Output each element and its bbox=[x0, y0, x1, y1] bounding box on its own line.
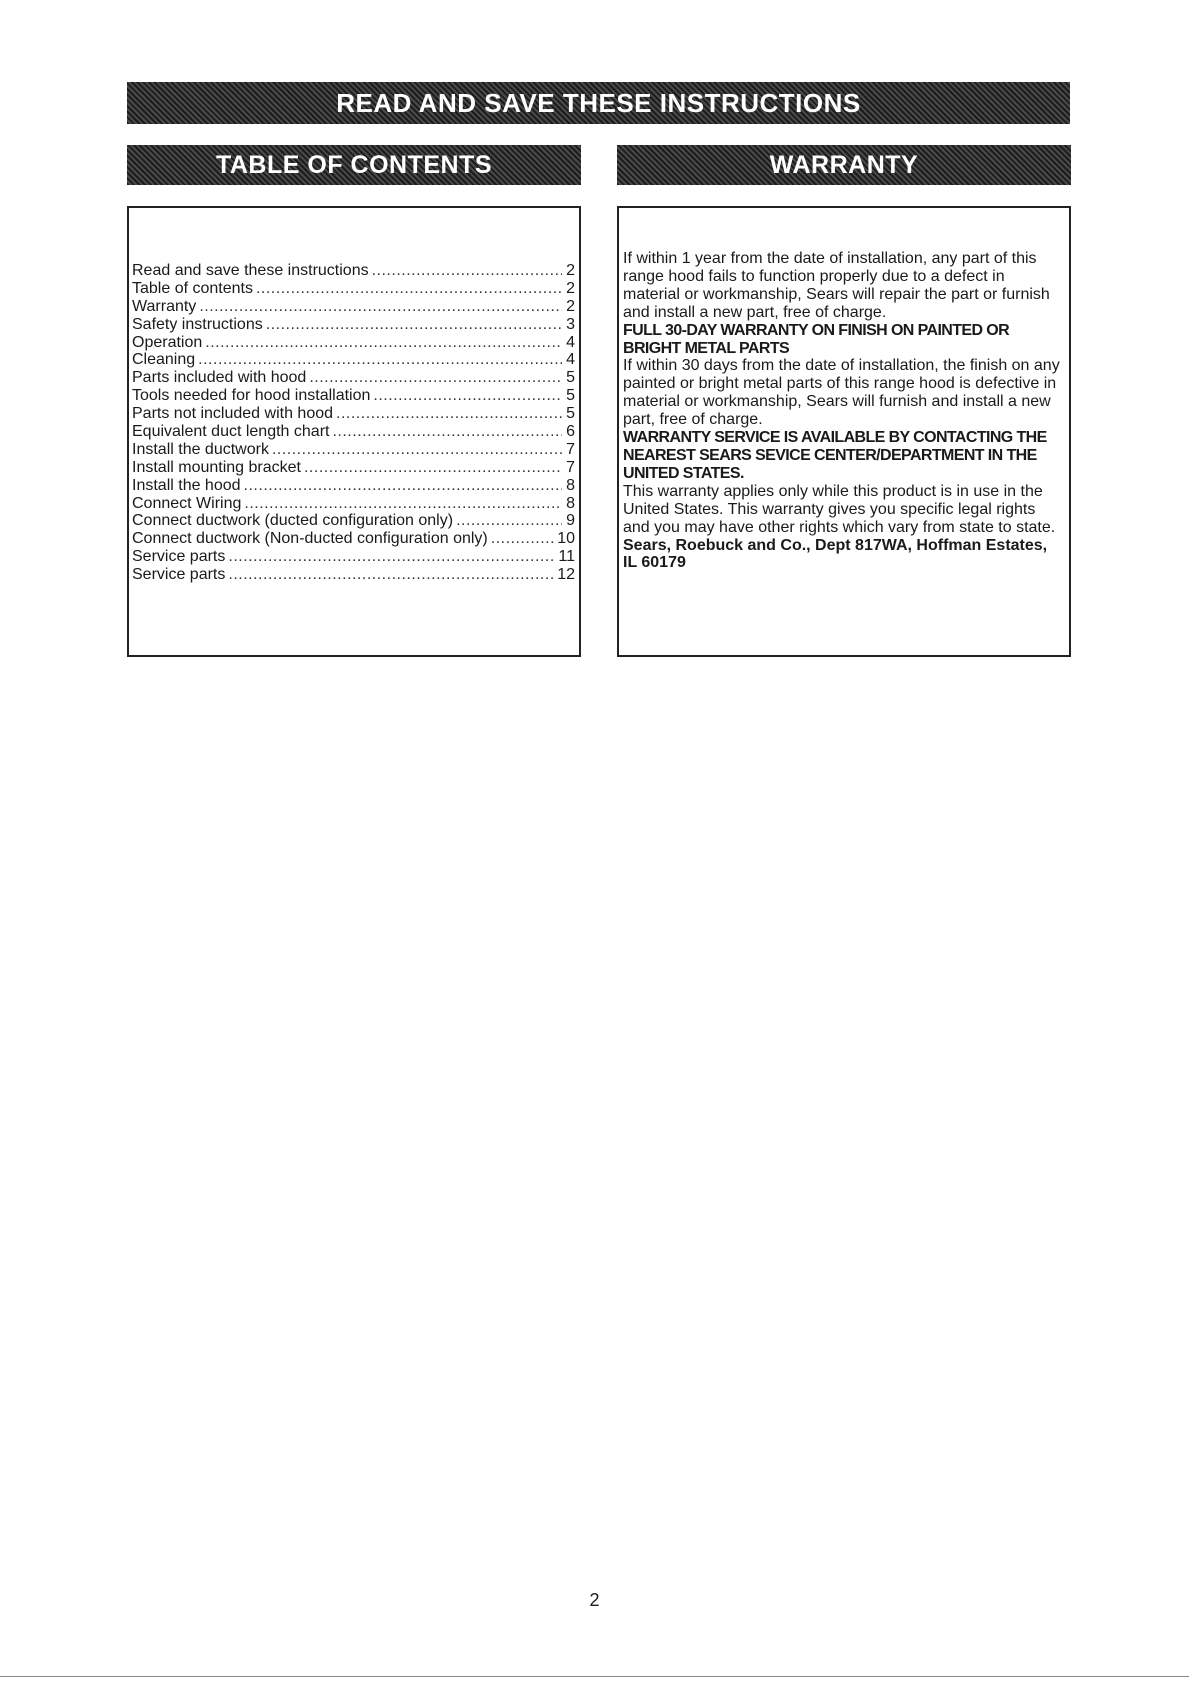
toc-entry-title: Service parts bbox=[132, 548, 226, 566]
toc-leader-dots bbox=[491, 530, 554, 548]
warranty-subheading-service: WARRANTY SERVICE IS AVAILABLE BY CONTACTING THE NEAREST SEARS SEVICE CENTER/DEPARTMENT IN THE UNITED STATES. bbox=[623, 429, 1047, 482]
toc-leader-dots bbox=[244, 495, 562, 513]
toc-leader-dots bbox=[336, 405, 562, 423]
toc-leader-dots bbox=[456, 512, 562, 530]
toc-entry-page: 11 bbox=[558, 548, 575, 566]
toc-entry-title: Cleaning bbox=[132, 351, 196, 369]
toc-entry-title: Install mounting bracket bbox=[132, 458, 301, 476]
main-banner-heading: READ AND SAVE THESE INSTRUCTIONS bbox=[127, 82, 1070, 124]
toc-entry-title: Connect ductwork (ducted configuration only) bbox=[132, 512, 454, 530]
toc-entry bbox=[132, 441, 575, 459]
toc-entry-page: 4 bbox=[566, 351, 575, 369]
toc-leader-dots bbox=[198, 351, 562, 369]
warranty-paragraph-3: This warranty applies only while this product is in use in the United States. This warranty gives you specific legal rights and you may have other rights which vary from state to state. bbox=[623, 482, 1056, 536]
toc-entry bbox=[132, 298, 575, 316]
toc-entry bbox=[132, 369, 575, 387]
toc-entry-page: 9 bbox=[566, 512, 575, 530]
toc-heading: TABLE OF CONTENTS bbox=[127, 145, 581, 185]
toc-leader-dots bbox=[332, 423, 562, 441]
toc-entry bbox=[132, 423, 575, 441]
toc-entry-title: Connect Wiring bbox=[132, 494, 242, 512]
toc-entry bbox=[132, 495, 575, 513]
toc-entry bbox=[132, 387, 575, 405]
warranty-subheading-finish: FULL 30-DAY WARRANTY ON FINISH ON PAINTED OR BRIGHT METAL PARTS bbox=[623, 321, 1010, 357]
toc-entry-page: 10 bbox=[557, 530, 575, 548]
toc-entry-page: 12 bbox=[557, 566, 575, 584]
toc-entry bbox=[132, 512, 575, 530]
toc-entry-title: Tools needed for hood installation bbox=[132, 387, 371, 405]
warranty-heading: WARRANTY bbox=[617, 145, 1071, 185]
toc-entry-title: Warranty bbox=[132, 297, 197, 315]
toc-entry-page: 2 bbox=[566, 262, 575, 279]
toc-entry bbox=[132, 477, 575, 495]
toc-entry-title: Read and save these instructions bbox=[132, 262, 369, 279]
toc-leader-dots bbox=[244, 477, 562, 495]
toc-entry-page: 3 bbox=[566, 315, 575, 333]
toc-entry-page: 8 bbox=[566, 476, 575, 494]
toc-entry bbox=[132, 548, 575, 566]
toc-leader-dots bbox=[228, 548, 555, 566]
page-number: 2 bbox=[589, 1590, 600, 1610]
toc-entry-title: Parts included with hood bbox=[132, 369, 307, 387]
toc-entry-title: Install the ductwork bbox=[132, 440, 269, 458]
toc-entry bbox=[132, 262, 575, 280]
toc-entry bbox=[132, 459, 575, 477]
toc-leader-dots bbox=[205, 334, 562, 352]
toc-entry-title: Equivalent duct length chart bbox=[132, 423, 330, 441]
warranty-text bbox=[623, 250, 1063, 572]
toc-leader-dots bbox=[199, 298, 562, 316]
toc-box bbox=[127, 206, 581, 657]
toc-entry-title: Table of contents bbox=[132, 279, 253, 297]
warranty-signature: Sears, Roebuck and Co., Dept 817WA, Hoffman Estates, IL 60179 bbox=[623, 536, 1048, 572]
toc-entry-title: Service parts bbox=[132, 566, 226, 584]
toc-entry bbox=[132, 280, 575, 298]
toc-leader-dots bbox=[228, 566, 554, 584]
toc-entry-title: Parts not included with hood bbox=[132, 405, 334, 423]
toc-entry-page: 5 bbox=[566, 387, 575, 405]
toc-leader-dots bbox=[373, 387, 562, 405]
warranty-box bbox=[617, 206, 1071, 657]
warranty-paragraph-1: If within 1 year from the date of installation, any part of this range hood fails to function properly due to a defect in material or workmanship, Sears will repair the part or furnish and install a new part, free of charge. bbox=[623, 250, 1050, 321]
toc-entry bbox=[132, 530, 575, 548]
toc-leader-dots bbox=[256, 280, 562, 298]
toc-entry-title: Operation bbox=[132, 333, 203, 351]
toc-leader-dots bbox=[372, 262, 562, 280]
toc-entry-page: 5 bbox=[566, 405, 575, 423]
toc-entry-page: 2 bbox=[566, 279, 575, 297]
toc-entry bbox=[132, 334, 575, 352]
toc-leader-dots bbox=[272, 441, 562, 459]
footer-rule bbox=[0, 1676, 1189, 1677]
toc-entry bbox=[132, 316, 575, 334]
toc-entry-page: 6 bbox=[566, 423, 575, 441]
toc-leader-dots bbox=[266, 316, 562, 334]
toc-leader-dots bbox=[309, 369, 562, 387]
toc-entry bbox=[132, 351, 575, 369]
toc-entry-title: Install the hood bbox=[132, 476, 241, 494]
toc-entry-page: 5 bbox=[566, 369, 575, 387]
toc-entry-page: 7 bbox=[566, 458, 575, 476]
toc-entry-title: Safety instructions bbox=[132, 315, 263, 333]
toc-entry-page: 2 bbox=[566, 297, 575, 315]
toc-leader-dots bbox=[304, 459, 562, 477]
toc-list bbox=[132, 262, 575, 584]
toc-entry-title: Connect ductwork (Non-ducted configuration only) bbox=[132, 530, 488, 548]
toc-entry bbox=[132, 405, 575, 423]
toc-entry bbox=[132, 566, 575, 584]
warranty-paragraph-2: If within 30 days from the date of installation, the finish on any painted or bright metal parts of this range hood is defective in material or workmanship, Sears will furnish and install a new part, free of charge. bbox=[623, 357, 1060, 429]
toc-entry-page: 4 bbox=[566, 333, 575, 351]
toc-entry-page: 7 bbox=[566, 440, 575, 458]
toc-entry-page: 8 bbox=[566, 494, 575, 512]
